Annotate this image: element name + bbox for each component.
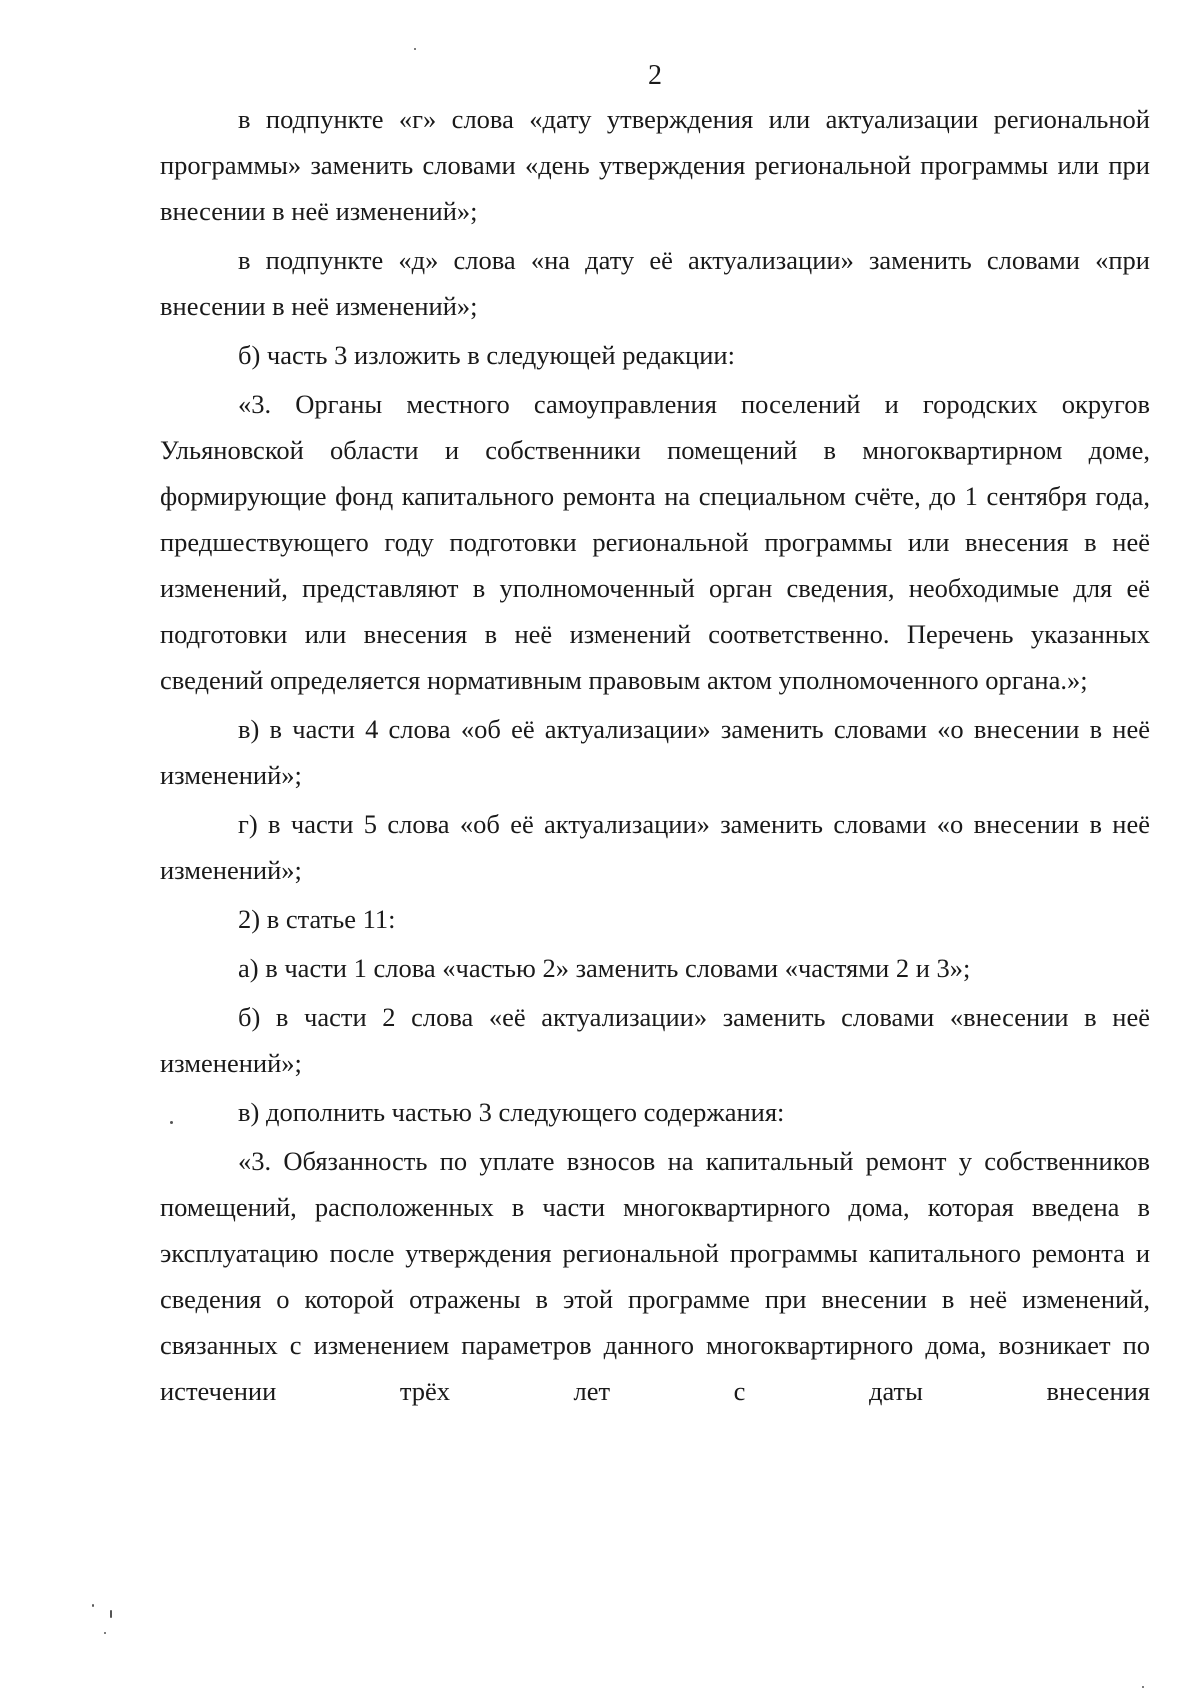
page-number: 2 [648, 60, 662, 91]
scan-speck [104, 1632, 106, 1634]
scan-speck [110, 1610, 112, 1618]
scan-speck [92, 1604, 94, 1607]
paragraph-article-11-part-2: б) в части 2 слова «её актуализации» заменить словами «внесении в неё изменений»; [160, 1002, 1150, 1078]
scan-speck [170, 1121, 173, 1124]
paragraph-subitem-g: в подпункте «г» слова «дату утверждения или актуализации региональной программы» заменить словами «день утверждения региональной программы или при внесении в неё изменений»; [160, 104, 1150, 226]
paragraph-part-4: в) в части 4 слова «об её актуализации» заменить словами «о внесении в неё изменений»; [160, 714, 1150, 790]
paragraph-article-11-part-3-text: «3. Обязанность по уплате взносов на капитальный ремонт у собственников помещений, расположенных в части многоквартирного дома, которая введена в эксплуатацию после утверждения региональной программы капитального ремонта и сведения о которой отражены в этой программе при внесении в неё изменений, связанных с изменением параметров данного многоквартирного дома, возникает по истечении трёх лет с даты внесения [160, 1146, 1150, 1406]
scan-speck [1142, 1686, 1144, 1688]
paragraph-part-5: г) в части 5 слова «об её актуализации» заменить словами «о внесении в неё изменений»; [160, 809, 1150, 885]
document-body [160, 96, 1150, 1417]
paragraph-part-3-text: «3. Органы местного самоуправления поселений и городских округов Ульяновской области и собственники помещений в многоквартирном доме, формирующие фонд капитального ремонта на специальном счёте, до 1 сентября года, предшествующего году подготовки региональной программы или внесения в неё изменений, представляют в уполномоченный орган сведения, необходимые для её подготовки или внесения в неё изменений соответственно. Перечень указанных сведений определяется нормативным правовым актом уполномоченного органа.»; [160, 389, 1150, 695]
paragraph-subitem-d: в подпункте «д» слова «на дату её актуализации» заменить словами «при внесении в неё изменений»; [160, 245, 1150, 321]
paragraph-article-11-add-part-3: в) дополнить частью 3 следующего содержания: [238, 1097, 785, 1127]
paragraph-article-11: 2) в статье 11: [238, 904, 396, 934]
paragraph-article-11-part-1: а) в части 1 слова «частью 2» заменить словами «частями 2 и 3»; [238, 953, 971, 983]
scan-speck [414, 48, 416, 50]
paragraph-part-3-intro: б) часть 3 изложить в следующей редакции: [238, 340, 735, 370]
